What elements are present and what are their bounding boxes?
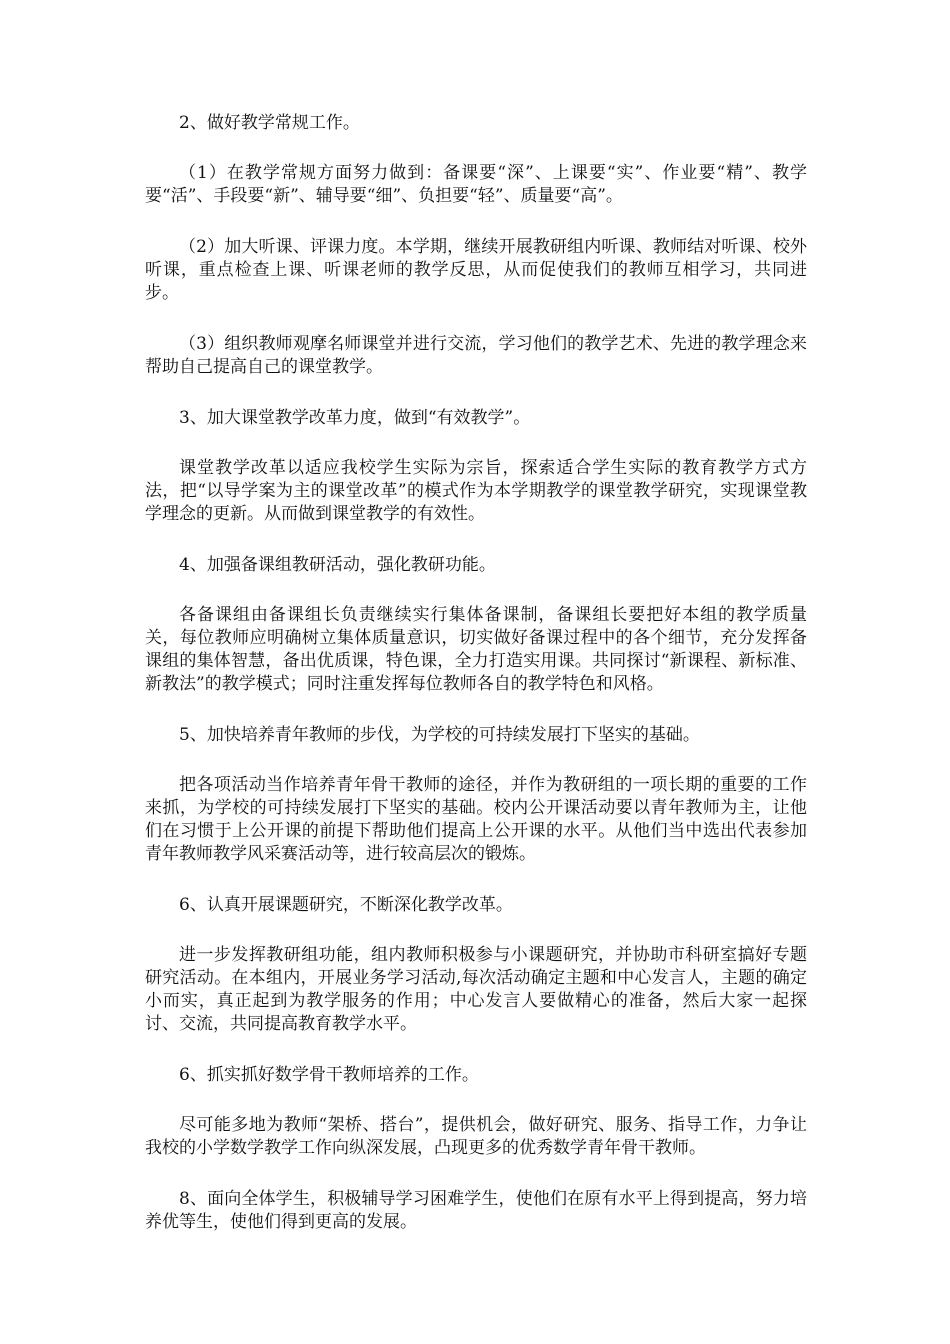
paragraph-6b-body: 尽可能多地为教师“架桥、搭台”，提供机会，做好研究、服务、指导工作，力争让我校的小学数学教学工作向纵深发展，凸现更多的优秀数学青年骨干教师。: [145, 1115, 807, 1158]
section-heading-8: 8、面向全体学生，积极辅导学习困难学生，使他们在原有水平上得到提高，努力培养优等生，使他们得到更高的发展。: [145, 1189, 807, 1232]
paragraph-4-body: 各备课组由备课组长负责继续实行集体备课制，备课组长要把好本组的教学质量关，每位教师应明确树立集体质量意识，切实做好备课过程中的各个细节，充分发挥备课组的集体智慧，备出优质课，特色课，全力打造实用课。共同探讨“新课程、新标准、新教法”的教学模式；同时注重发挥每位教师各自的教学特色和风格。: [145, 605, 807, 694]
section-heading-5: 5、加快培养青年教师的步伐，为学校的可持续发展打下坚实的基础。: [179, 725, 700, 745]
paragraph-6a-body: 进一步发挥教研组功能，组内教师积极参与小课题研究，并协助市科研室搞好专题研究活动。在本组内，开展业务学习活动,每次活动确定主题和中心发言人，主题的确定小而实，真正起到为教学服务的作用；中心发言人要做精心的准备，然后大家一起探讨、交流，共同提高教育教学水平。: [145, 945, 807, 1034]
section-heading-3: 3、加大课堂教学改革力度，做到“有效教学”。: [179, 408, 531, 428]
document-page: [145, 112, 807, 1234]
section-heading-4: 4、加强备课组教研活动，强化教研功能。: [179, 555, 496, 575]
section-heading-6a: 6、认真开展课题研究，不断深化教学改革。: [179, 895, 513, 915]
paragraph-2-2: （2）加大听课、评课力度。本学期，继续开展教研组内听课、教师结对听课、校外听课，重点检查上课、听课老师的教学反思，从而促使我们的教师互相学习，共同进步。: [145, 237, 807, 303]
paragraph-2-1: （1）在教学常规方面努力做到：备课要“深”、上课要“实”、作业要“精”、教学要“活”、手段要“新”、辅导要“细”、负担要“轻”、质量要“高”。: [145, 163, 807, 206]
section-heading-2: 2、做好教学常规工作。: [179, 113, 360, 133]
paragraph-5-body: 把各项活动当作培养青年骨干教师的途径，并作为教研组的一项长期的重要的工作来抓，为学校的可持续发展打下坚实的基础。校内公开课活动要以青年教师为主，让他们在习惯于上公开课的前提下帮助他们提高上公开课的水平。从他们当中选出代表参加青年教师教学风采赛活动等，进行较高层次的锻炼。: [145, 775, 807, 864]
paragraph-3-body: 课堂教学改革以适应我校学生实际为宗旨，探索适合学生实际的教育教学方式方法，把“以导学案为主的课堂改革”的模式作为本学期教学的课堂教学研究，实现课堂教学理念的更新。从而做到课堂教学的有效性。: [145, 458, 807, 524]
section-heading-6b: 6、抓实抓好数学骨干教师培养的工作。: [179, 1065, 479, 1085]
paragraph-2-3: （3）组织教师观摩名师课堂并进行交流，学习他们的教学艺术、先进的教学理念来帮助自己提高自己的课堂教学。: [145, 334, 807, 377]
